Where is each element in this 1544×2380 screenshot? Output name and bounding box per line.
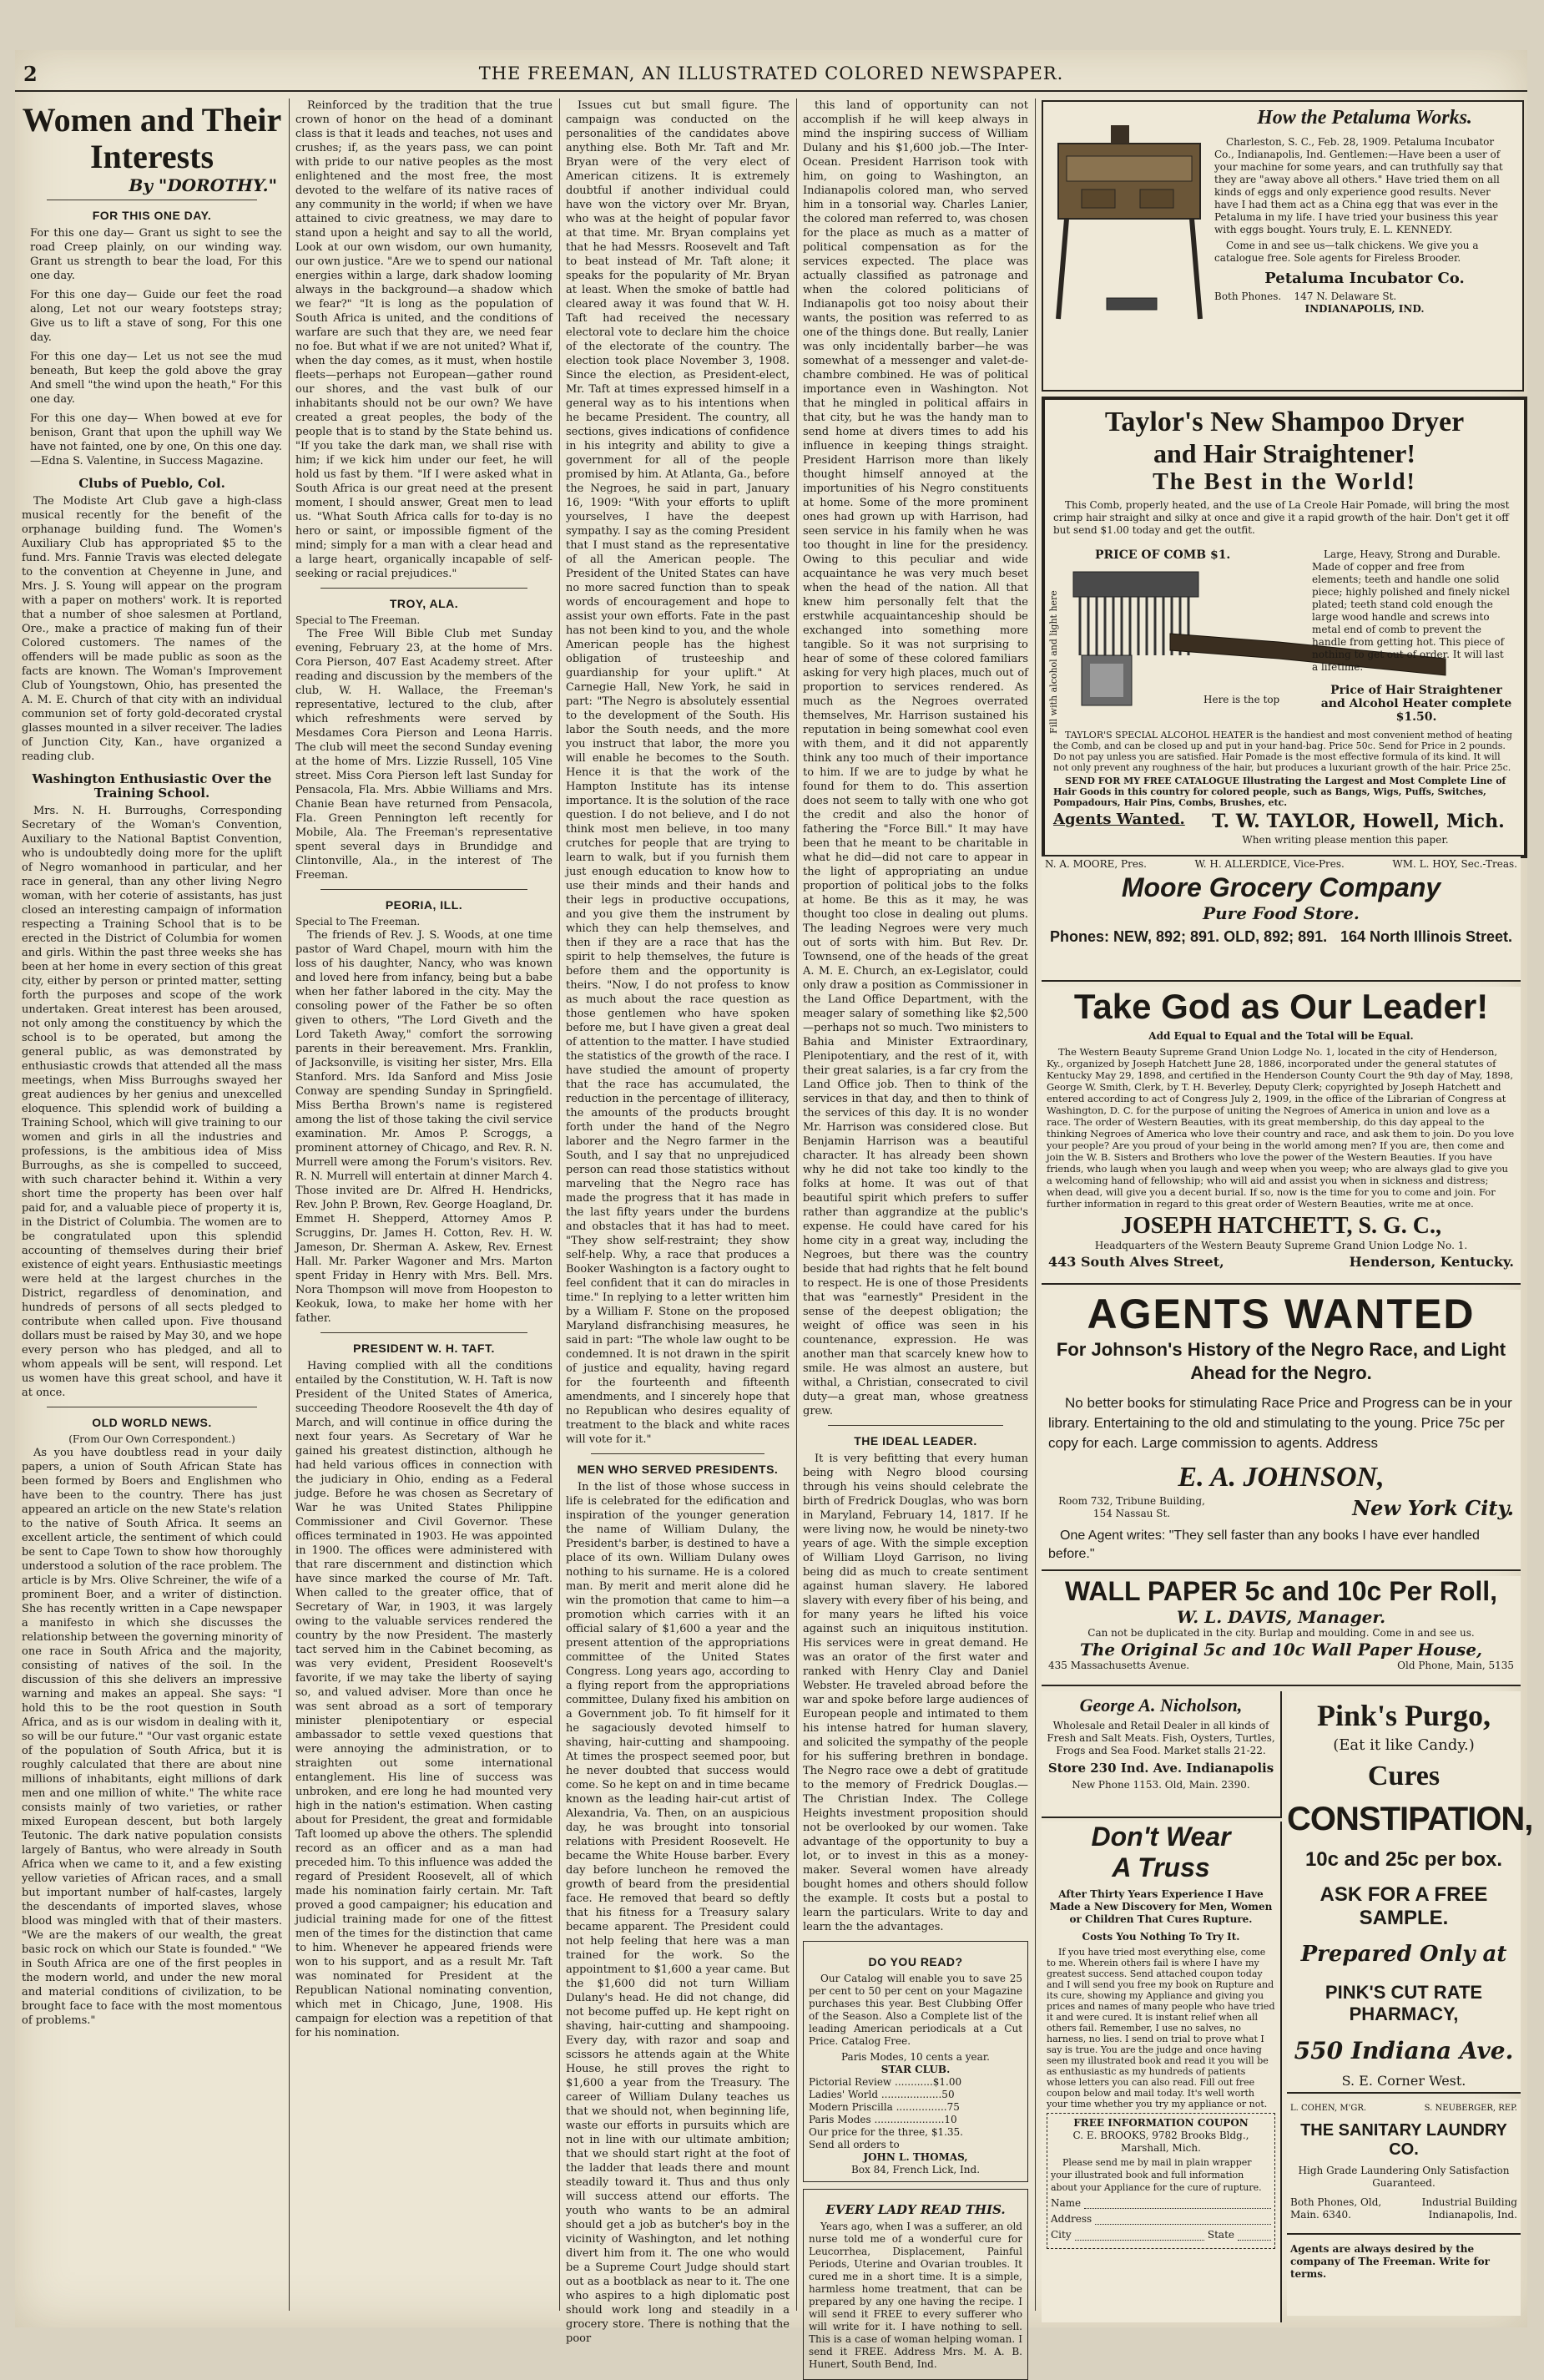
corner: S. E. Corner West. [1341, 2073, 1466, 2089]
article-text: It is very befitting that every human being with Negro blood coursing through his veins should celebrate the birth of Fredrick Douglas, who was born in Maryland, February 14, 1817. If he were living now, he would be ninety-two years of age. With the simple exception of William Lloyd Garrison, no living being did as much to create sentiment against human slavery. He labored slavery with every fiber of his being, and for many years he lifted his voice against such an iniquitous institution. His services were in great demand. He was an orator of the first water and ranked with Henry Clay and Daniel Webster. He traveled abroad before the war and spoke before large audiences of European people and intimated to them his intense hatred for human slavery, and solicited the sympathy of the people for his suffering brethren in bondage. The Negro race owe a debt of gratitude to the memory of Fredrick Douglas.—The Christian Index. The College Heights investment proposition should not be overlooked by our women. Take advantage of the opportunity to buy a lot, or to invest in this as a money-maker. Several women have already bought homes and others should follow the example. It costs but a postal to learn the particulars. Write to day and learn the the advantages. [803, 1453, 1028, 1933]
nicholson-ad [1042, 1691, 1282, 1818]
ad-title: AGENTS WANTED [1087, 1291, 1476, 1337]
column-2 [295, 99, 553, 2319]
column-rule [796, 99, 797, 2311]
poem-stanza: For this one day— Grant us sight to see the road Creep plainly, on our winding way. Grant us strength to bear the load, For this one day. [30, 227, 282, 282]
officer: W. H. ALLERDICE, Vice-Pres. [1194, 858, 1345, 870]
ad-title: The Best in the World! [1153, 469, 1416, 495]
city-label: City [1051, 2229, 1072, 2241]
article-text: The Modiste Art Club gave a high-class musical recently for the benefit of the orphanage building fund. The Women's Auxiliary Club has appropriated $5 to the fund. Mrs. Fannie Travis was elected delegate to the convention at Cheyenne in June, and Mrs. J. S. Young will appear on the program with a paper on mothers' work. It is reported that a number of shoe salesmen at Portland, Ore., make a practice of making fun of their Colored customers. The names of the offenders will be made public as soon as the facts are known. The Woman's Improvement Club of Youngstown, Ohio, has presented the A. M. E. Church of that city with an individual communion set of forty gold-decorated crystal glasses mounted in a silver receiver. The ladies of Junction City, Kan., have organized a reading club. [22, 495, 283, 763]
poem-stanza: For this one day— When bowed at eve for benison, Grant that upon the uphill way We have not fainted, one by one, On this one day. —Edna S. Valentine, in Success Magazine. [30, 412, 282, 467]
ad-text: This Comb, properly heated, and the use of La Creole Hair Pomade, will bring the most crimp hair straight and silky at once and give it a rapid growth of the hair. Don't get it off but send $1.00 today and get the outfit. [1053, 499, 1510, 536]
article-text: The Free Will Bible Club met Sunday evening, February 23, at the home of Mrs. Cora Pierson, 407 East Academy street. After reading and discussion by the members of the club, W. H. Wallace, the Freeman's representative, lectured to the club, after which refreshments were served by Mesdames Cora Pierson and Leona Harris. The club will meet the second Sunday evening at the home of Mrs. Lizzie Russell, 105 Vine street. Miss Cora Pierson left last Sunday for Pensacola, Fla. Mrs. Abbie Williams and Mrs. Chanie Bean have returned from Pensacola, Fla. Green Pennington left recently for Mobile, Ala. The Freeman's representative spent several days in Brundidge and Clintonville, Ala., in the interest of The Freeman. [295, 628, 553, 882]
poem-stanza: For this one day— Let us not see the mud beneath, But keep the gold above the gray And smell "the wind upon the heath," For this one day. [30, 351, 282, 406]
ad-subtitle: Add Equal to Equal and the Total will be Equal. [1148, 1030, 1414, 1042]
newspaper-page [15, 50, 1533, 2370]
taylor-ad [1042, 397, 1527, 858]
footer: When writing please mention this paper. [1242, 834, 1449, 846]
ad-text: No better books for stimulating Race Price and Progress can be in your library. Entertaining to the old and stimulating to the young. Price 75c per copy for each. Large commission to agents. Address [1048, 1395, 1512, 1451]
officer: WM. L. HOY, Sec.-Treas. [1392, 858, 1517, 870]
column-rule [1035, 99, 1036, 2311]
page-number: 2 [23, 62, 38, 86]
city: INDIANAPOLIS, IND. [1304, 303, 1425, 315]
ad-offer: Paris Modes, 10 cents a year. [841, 2051, 990, 2063]
ad-subtitle: Pure Food Store. [1203, 903, 1360, 923]
ad-title: How the Petaluma Works. [1257, 107, 1472, 129]
city-field[interactable] [1075, 2230, 1204, 2241]
article-text: As you have doubtless read in your daily papers, a union of South African State has been formed by Boers and Englishmen who have been to the country. There has just appeared an article on the new State's relation to the native of South Africa. It seems an excellent article, the sentiment of which could be sent to Cape Town to show how thoroughly understood a solution of the race problem. The article is by Mrs. Olive Schreiner, the wife of a prominent Boer, and a writer of distinction. She has recently written in a Cape newspaper a manifesto in which she discusses the relationship between the governing minority of one race in South Africa and the majority, consisting of natives of the soil. In the discussion of this she delivers an impressive warning and makes an appeal. She says: "I hold this to be the root question in South Africa, and as is our wisdom in dealing with it, so will be our future." "Our vast organic estate of the population of South Africa, but it is roughly calculated that there are about nine millions of inhabitants, eight millions of dark men and one million of white." The white race consists mainly of two varieties, or rather mixed European descent, but both largely Teutonic. The dark native population consists largely of Bantus, who were already in South Africa when we came to it, and a few existing yellow varieties of African races, and a small but important number of half-castes, largely the descendants of imported slaves, whose blood was mingled with that of their masters. "We are the makers of our wealth, the great basic rock on which our State is founded." "We in South Africa are one of the first peoples in the modern world, and under the new moral and material conditions of civilization, to be brought face to face with the most momentous of problems." [22, 1447, 282, 2027]
article-heading: THE IDEAL LEADER. [854, 1434, 977, 1448]
divider [320, 1332, 527, 1333]
column-4 [803, 99, 1028, 2370]
article-subheading: Special to The Freeman. [295, 916, 421, 927]
article-text: Issues cut but small figure. The campaign was conducted on the personalities of the candidates above anything else. Both Mr. Taft and Mr. Bryan were of the very elect of American citizens. It is extremely doubtful if another individual could have won the victory over Mr. Bryan, who was at the height of popular favor at that time. Mr. Bryan complains yet that he had Messrs. Roosevelt and Taft to beat instead of Mr. Taft alone; it speaks for the popularity of Mr. Bryan at least. When the smoke of battle had cleared away it was found that W. H. Taft had received the necessary electoral vote to declare him the choice of the electorate of the country. The election took place November 3, 1908. Since the election, as President-elect, Mr. Taft at times expressed himself in a general way as to his intentions when he became President. The country, all sections, gives indications of confidence in his integrity and ability to give a government for all of the people promised by him. At Atlanta, Ga., before the Negroes, he said in part, January 16, 1909: "With your efforts to uplift yourselves, I have the deepest sympathy. I say as the coming President that I must stand as the representative of all the American people. The President of the United States can have no more sacred function than to speak words of encouragement and hope to assist your own efforts. Fate in the past has not been kind to you, and the whole American people has the highest obligation of trusteeship and guardianship for your uplift." At Carnegie Hall, New York, he said in part: "The Negro is absolutely essential to the development of the South. His labor the South needs, and the more you instruct that labor, the more you will enable he becomes to the South. Hence it is that the work of the Hampton Institute has its intense importance. It is the solution of the race question. I do not believe, and I do not think most men believe, in too many crutches for people that are trying to learn to walk, but if you furnish them just enough education to know how to use their minds and their hands and their legs in productive occupations, and you give them the instrument by which they can help themselves, and then if they are a race that has the spirit to help themselves, the future is before them and the opportunity is theirs. "Now, I do not profess to know as much about the race question as those gentlemen who have spoken before me, but I have given a great deal of attention to the matter. I have studied the statistics of the growth of the race. I have studied the amount of property that the race has accumulated, the reduction in the percentage of illiteracy, the amounts of the products brought forth under the hand of the Negro laborer and the Negro farmer in the South, and I say that no unprejudiced person can read those statistics without marveling that the Negro race has made the progress that it has made in the last fifty years under the burdens and obstacles that it has had to meet. "They show self-restraint; they show self-help. Why, a race that produces a Booker Washington is a factory ought to feel confident that it can do miracles in time." In replying to a letter written him by a William F. Stone on the proposed Maryland disfranchising measures, he said in part: "The whole law ought to be condemned. It is not drawn in the spirit of justice and equality, having regard for the fourteenth and fifteenth amendments, and I sincerely hope that no Republican who desires equality of treatment to the black and white races will vote for it." [566, 99, 790, 1446]
side-text: Fill with alcohol and light here [1048, 590, 1059, 734]
club-price: Our price for the three, $1.35. [809, 2126, 963, 2138]
ad-subtitle: For Johnson's History of the Negro Race, and Light Ahead for the Negro. [1056, 1339, 1506, 1383]
article-subheading: (From Our Own Correspondent.) [68, 1433, 235, 1445]
club-item: Paris Modes ......................10 [809, 2114, 957, 2125]
laundry-ad [1287, 2099, 1521, 2316]
ad-sample: ASK FOR A FREE SAMPLE. [1319, 1883, 1488, 1929]
club-item: Pictorial Review ............$1.00 [809, 2076, 962, 2088]
footer: Agents are always desired by the company of The Freeman. Write for terms. [1290, 2243, 1490, 2280]
ad-title: A Truss [1112, 1852, 1210, 1882]
ad-title: Take God as Our Leader! [1073, 987, 1489, 1026]
ad-title: Moore Grocery Company [1121, 872, 1441, 902]
city: New York City. [1352, 1495, 1514, 1520]
store-address: Store 230 Ind. Ave. Indianapolis [1047, 1761, 1274, 1776]
ad-title: George A. Nicholson, [1079, 1695, 1243, 1716]
testimonial: One Agent writes: "They sell faster than any books I have ever handled before." [1048, 1529, 1480, 1561]
ad-text: The Western Beauty Supreme Grand Union Lodge No. 1, located in the city of Henderson, Ky., organized by Joseph Hatchett June 28, 1886, incorporated under the general statutes of Kentucky May 29, 1898, and certified in the Henderson County Court the 9th day of May, 1898, George W. Smith, Clerk, by T. H. Beverley, Deputy Clerk; copyrighted by Joseph Hatchett and entered according to act of Congress July 2, 1909, in the office of the Librarian of Congress at Washington, D. C. for the purpose of uniting the Negroes of America in union and love as a race. The order of Western Beauties, with its great membership, do this day appeal to the thinking Negroes of America who love their country and race, and ask them to join. Do you love your people? Are you proud of your being in the world among men? If you are, then come and join the W. B. Sisters and Brothers who love the power of the Western Beauties. If you have friends, who laugh when you laugh and weep when you weep; who are always glad to give you a welcoming hand of fellowship; who will aid and assist you when in sickness and distress; when dead, will give you a decent burial. If so, now is the time for you to come and join. For further information in regard to this great order of Western Beauties, write me at once. [1047, 1046, 1515, 1210]
ad-title: Don't Wear [1091, 1822, 1231, 1852]
address: 550 Indiana Ave. [1294, 2037, 1514, 2064]
coupon-address: C. E. BROOKS, 9782 Brooks Bldg., Marshall, Mich. [1072, 2130, 1249, 2154]
building: Industrial Building Indianapolis, Ind. [1421, 2196, 1517, 2221]
truss-ad [1042, 1822, 1282, 2322]
ad-text: SEND FOR MY FREE CATALOGUE Illustrating the Largest and Most Complete Line of Hair Goods in this country for colored people, such as Bangs, Wigs, Puffs, Switches, Pompadours, Hair Pins, Combs, Brushes, etc. [1053, 776, 1506, 808]
state-field[interactable] [1238, 2230, 1271, 2241]
advertiser-name: E. A. JOHNSON, [1178, 1462, 1385, 1493]
ad-text: Our Catalog will enable you to save 25 per cent to 50 per cent on your Magazine purchases this year. Best Clubbing Offer of the Season. Also a Complete list of the leading American periodicals at a Cut Price. Catalog Free. [809, 1973, 1022, 2047]
poem-heading: FOR THIS ONE DAY. [92, 209, 212, 222]
coupon-text: Please send me by mail in plain wrapper your illustrated book and full information about your Appliance for the cure of rupture. [1051, 2157, 1262, 2193]
ad-subtitle: High Grade Laundering Only Satisfaction Guaranteed. [1298, 2165, 1510, 2189]
ad-title: Pink's Purgo, [1316, 1699, 1491, 1732]
address-field[interactable] [1095, 2214, 1271, 2225]
address: Room 732, Tribune Building, 154 Nassau St. [1058, 1495, 1205, 1519]
ad-tagline: Costs You Nothing To Try It. [1082, 1931, 1240, 1943]
newspaper-title: THE FREEMAN, AN ILLUSTRATED COLORED NEWSPAPER. [478, 63, 1064, 83]
name-label: Name [1051, 2197, 1082, 2209]
phone: New Phone 1153. Old, Main. 2390. [1072, 1779, 1250, 1791]
officer: N. A. MOORE, Pres. [1045, 858, 1147, 870]
article-text: In the list of those whose success in life is celebrated for the edification and inspiration of the younger generation the name of William Dulany, the President's barber, is destined to have a place of its own. William Dulany owes nothing to his surname. He is a colored man. By merit and merit alone did he win the promotion that came to him—a promotion which carries with it an official salary of $1,600 a year and the present attention of the appropriations committee of the United States Congress. Long years ago, according to a flying report from the appropriations committee, Dulany fixed his ambition on a Government job. To fit himself for it he sagaciously devoted himself to shaving, hair-cutting and shampooing. At times the prospect seemed poor, but he never doubted that success would come. So he kept on and in time became known as the leading hair-cut artist of Alexandria, Va. Then, on an auspicious day, he was brought into tonsorial relations with President Roosevelt. He became the White House barber. Every day before luncheon he removed the growth of beard from the presidential face. He removed that beard so deftly that his fitness for a Treasury salary became apparent. The President could not help feeling that here was a man trained for the work. So the appointment to $1,600 a year came. But the $1,600 did not turn William Dulany's head. He did not change, did not become puffed up. He kept right on shaving, hair-cutting and shampooing. Every day, with razor and soap and scissors he attends again at the White House, he still proves the right to $1,600 a year from the Treasury. The career of William Dulany teaches us that we should not, when beginning life, waste our efforts in pursuits which are not in line with our ultimate ambition; that we should start right at the foot of the ladder that leads there and mount steadily toward it. Thus and thus only will success attend our efforts. The youth who wants to be an admiral should get a job as butcher's boy in the vicinity of Washington, and let nothing divert him from it. The one who would be a Supreme Court Judge should start out as a bootblack as near to it. The one who aspires to a high diplomatic post should work long and steadily in a grocery store. There is nothing that the poor [566, 1481, 790, 2345]
comb-price: PRICE OF COMB $1. [1095, 548, 1231, 562]
article-subheading: Special to The Freeman. [295, 614, 421, 626]
ad-subtitle: After Thirty Years Experience I Have Made a New Discovery for Men, Women or Children That Cures Rupture. [1049, 1888, 1273, 1925]
officers [1042, 856, 1521, 872]
article-text: Having complied with all the conditions entailed by the Constitution, W. H. Taft is now President of the United States of America, succeeding Theodore Roosevelt the 4th day of March, and will continue in office during the next four years. As Secretary of War he gained his greatest distinction, although he had held various offices in connection with the judiciary in Ohio, ending as a Federal judge. Before he was chosen as Secretary of War he was United States Philippine Commissioner and Civil Governor. These offices terminated in 1903. He was appointed in 1900. The offices were administered with that rare discernment and distinction which have since marked the course of Mr. Taft. When called to the greater office, that of Secretary of War, in 1903, it was largely owing to the valuable services rendered the country by the now President. The masterly tact served him in the Cabinet becoming, as was very evident, President Roosevelt's favorite, if we may take the liberty of saying so, and valued adviser. More than once he was sent abroad as a sort of temporary minister plenipotentiary or especial ambassador to settle vexed questions that were annoying the administration, or to straighten out some international entanglement. His line of success was unbroken, and ere long he had mounted very high in the nation's estimation. When casting about for President, the great and formidable Taft loomed up above the others. The splendid record as an officer and as a man had preceded him. To this influence was added the regard of President Roosevelt, all of which made his nomination fairly certain. Mr. Taft proved a good campaigner; his education and judicial training made for one of the fittest men of the times for the distinction that came to him. Whenever he appeared friends were won to his support, and as a result Mr. Taft was nominated for President at the Republican National nominating convention, which met in Chicago, June, 1908. His campaign for election was a repetition of that for his nomination. [295, 1360, 553, 2039]
coupon-title: FREE INFORMATION COUPON [1073, 2117, 1249, 2129]
divider [320, 889, 527, 890]
hatchett-ad [1042, 987, 1521, 1285]
store-name: The Original 5c and 10c Wall Paper House, [1079, 1640, 1483, 1660]
section-title: Women and Their Interests [22, 101, 282, 175]
article-heading: Washington Enthusiastic Over the Training School. [32, 771, 272, 801]
column-3 [566, 99, 790, 2345]
club-item: Ladies' World ...................50 [809, 2089, 955, 2100]
incubator-illustration [1048, 119, 1215, 336]
ad-cures: Cures [1367, 1761, 1441, 1791]
ad-text: Large, Heavy, Strong and Durable. Made of copper and free from elements; teeth and handle one solid piece; highly polished and finely nickel plated; teeth stand cold enough the large wood handle and screws into metal end of comb to prevent the handle from getting hot. This piece of nothing to get out of order. It will last a lifetime. [1312, 548, 1510, 673]
ad-title: and Hair Straightener! [1153, 438, 1416, 468]
article-heading: TROY, ALA. [389, 597, 459, 610]
article-heading: MEN WHO SERVED PRESIDENTS. [577, 1463, 779, 1476]
phones: Both Phones. [1214, 291, 1282, 302]
ad-text: TAYLOR'S SPECIAL ALCOHOL HEATER is the handiest and most convenient method of heating the Comb, and can be closed up and put in your hand-bag. Price 50c. Send for Price in 2 pounds. Do not pay unless you are satisfied. Hair Pomade is the most effective formula of its kind. It will not only prevent any roughness of the hair, but produces a luxuriant growth of the hair. Price 25c. [1053, 730, 1512, 773]
pharmacy-name: PINK'S CUT RATE PHARMACY, [1325, 1982, 1483, 2024]
ad-text: If you have tried most everything else, come to me. Wherein others fail is where I have my greatest success. Send attached coupon today and I will send you free my book on Rupture and its cure, showing my Appliance and giving you prices and names of many people who have tried it and were cured. It is instant relief when all others fail. Remember, I use no salves, no harness, no lies. I send on trial to prove what I say is true. You are the judge and once having seen my illustrated book and read it you will be as enthusiastic as my hundreds of patients whose letters you can also read. Fill out free coupon below and mail today. It's well worth your time whether you try my appliance or not. [1047, 1947, 1275, 2110]
coupon [1047, 2113, 1275, 2249]
ad-text: Wholesale and Retail Dealer in all kinds of Fresh and Salt Meats. Fish, Oysters, Turtles, Frogs and Sea Food. Market stalls 21-22. [1047, 1720, 1275, 1756]
club-address: Box 84, French Lick, Ind. [850, 2164, 981, 2175]
advertiser-name: T. W. TAYLOR, Howell, Mich. [1212, 811, 1505, 832]
article-heading: Clubs of Pueblo, Col. [78, 476, 225, 491]
phones: Phones: NEW, 892; 891. OLD, 892; 891. [1050, 928, 1328, 945]
article-text: Mrs. N. H. Burroughs, Corresponding Secretary of the Woman's Convention, Auxiliary to the National Baptist Convention, who is undoubtedly doing more for the uplift of Negro womanhood in particular, and her race in general, than any other living Negro woman, with her coterie of assistants, has just closed an interesting campaign of information respecting a Training School that is to be erected in the District of Columbia for women and girls. Within the past three weeks she has been at her home in every section of this great city, either by person or printed matter, setting forth the purposes and scope of the work undertaken. Great interest has been aroused, not only among the constituency by which the school is to be operated, but among the general public, as was demonstrated by enthusiastic crowds that attended all the mass meetings, when Miss Burroughs swayed her great audiences by her genius and unexcelled eloquence. This splendid work of building a Training School, which will give training to our women and girls in all the industries and professions, is the ambitious idea of Miss Burroughs, as she is compelled to succeed, with such character behind it. Within a very short time the property has been over half paid for, and a valuable piece of property it is, in the District of Columbia. The women are to be congratulated upon this splendid accounting of themselves during their brief existence of eight years. Enthusiastic meetings were held at the largest churches in the District, regardless of denomination, and hundreds of persons of all sects pledged to contribute when called upon. Five thousand dollars must be raised by May 30, and we hope every person who has pledged, and all to whom appeals will be sent, will respond. Let us women have this great school, and have it at once. [22, 805, 282, 1399]
ad-tagline: (Eat it like Candy.) [1333, 1736, 1475, 1754]
ad-prepared: Prepared Only at [1300, 1942, 1507, 1967]
moore-ad [1042, 856, 1521, 982]
article-text: The friends of Rev. J. S. Woods, at one time pastor of Ward Chapel, mourn with him the loss of his daughter, Nancy, who was known and loved here from infancy, being but a babe when her father labored in the city. May the consoling power of the Father be so often given to others, "The Lord Giveth and the Lord Taketh Away," comfort the sorrowing parents in their bereavement. Mrs. Franklin, of Jacksonville, is visiting her sister, Mrs. Ella Stanford. Mrs. Ida Sanford and Miss Josie Conway are spending Sunday in Springfield. Miss Bertha Brown's name is registered among the list of those taking the civil service examination. Mr. Amos P. Scroggs, a prominent attorney of Chicago, and Rev. R. N. Murrell were among the Forum's visitors. Rev. R. N. Murrell will entertain at dinner March 4. Those invited are Dr. Alfred H. Hendricks, Rev. John P. Brown, Rev. George Hoagland, Dr. Emmet H. Shepperd, Attorney Amos P. Scruggins, Dr. James H. Cotton, Rev. H. W. Jameson, Dr. Sherman A. Askew, Rev. Ernest Hall. Mr. Parker Wagoner and Mrs. Marton spent Friday in Henry with Mrs. Bell. Mrs. Nora Thompson will move from Hoopeston to Keokuk, Iowa, to make her home with her father. [295, 929, 553, 1325]
club-name: JOHN L. THOMAS, [863, 2151, 968, 2163]
pink-ad [1287, 1691, 1533, 2094]
article-text: this land of opportunity can not accomplish if he will keep always in mind the inspiring success of William Dulany and his $1,600 job.—The Inter-Ocean. President Harrison took with him, on going to Washington, an Indianapolis colored man, who served him in a tonsorial way. Charles Lanier, the colored man referred to, was chosen for the place as much as a matter of political compensation as for the services expected. The place was actually classified as patronage and when the colored politicians of Indianapolis got too noisy about their wants, the position was referred to as one of the things done. But really, Lanier was only incidentally barber—he was somewhat of a messenger and valet-de-chambre combined. He was of political importance even in Washington. Not that he mingled in political affairs in that city, but he was the handy man to send home at divers times to add his influence in keeping things straight. President Harrison more than likely thought himself annoyed at the importunities of his Negro constituents at home. Some of the more prominent ones had grown up with Harrison, had seen service in his family when he was too thought in line for the presidency. Owing to this peculiar and wide acquaintance he was very much beset when the head of the nation. All that knew him personally felt that the erstwhile acquaintanceship should be exchanged into something more tangible. So it was not surprising to hear of some of these colored familiars asking for very high places, much out of proportion to services rendered. As much as the Negroes overrated themselves, Mr. Harrison sustained his reputation in being somewhat cool even with them, and it did not apparently think any too much of their importance to him. If we are to judge by what he found for them to do. This assertion does not seem to tally with one who got the credit and also the honor of fathering the "Force Bill." It may have been that he meant to be charitable in what he did—did not care to appear in the light of appropriating an undue proportion of political jobs to the folks at home. Be this as it may, he was thought too close in dealing out plums. The leading Negroes were very much out of sorts with him. But Rev. Dr. Townsend, one of the heads of the great A. M. E. Church, an ex-Legislator, could only draw a position as Commissioner in the Land Office Department, with the meager salary of something like $2,500—perhaps not so much. Two ministers to Bahia and Minister Extraordinary, Plenipotentiary, and the rest of it, with their great salaries, is a far cry from the Land Office job. Then to think of the services in that day, and then to think of the services of this day. It is no wonder Mr. Harrison was considered close. But Benjamin Harrison was a beautiful character. It has already been shown why he did not take too kindly to the folks at home. It was out of that beautiful spirit which prefers to suffer rather than aggrandize at the public's expense. He could have cared for his home city in a great way, including the Negroes, but there was the country beside that had rights that he felt bound to respect. He is one of those Presidents that was "earnestly" President in the sense of the deepest obligation; the weight of office was seen in his countenance, expression. He was another man that scarcely knew how to smile. He was almost an austere, but withal, a Christian, consecrated to civil duty—a great man, whose greatness grew. [803, 99, 1028, 1417]
phones: Both Phones, Old, Main. 6340. [1290, 2196, 1382, 2221]
ad-text: Come in and see us—talk chickens. We give you a catalogue free. Sole agents for Fireless Brooder. [1214, 240, 1479, 264]
club-item: Modern Priscilla ................75 [809, 2101, 960, 2113]
poem-stanza: For this one day— Guide our feet the road along, Let not our weary footsteps stray; Give us to lift a stave of song, For this one day. [30, 289, 282, 344]
ad-heading: EVERY LADY READ THIS. [825, 2202, 1006, 2217]
manager: W. L. DAVIS, Manager. [1176, 1607, 1386, 1627]
ad-text: Years ago, when I was a sufferer, an old nurse told me of a wonderful cure for Leucorrhea, Displacement, Painful Periods, Uterine and Ovarian troubles. It cured me in a short time. It is a simple, harmless home treatment, that can be prepared by any one having the recipe. I will send it FREE to every sufferer who will write for it. I have nothing to sell. This is a case of woman helping woman. I send it FREE. Address Mrs. M. A. B. Hunert, South Bend, Ind. [809, 2221, 1022, 2370]
ad-constipation: CONSTIPATION, [1287, 1801, 1533, 1837]
city: Henderson, Kentucky. [1349, 1254, 1514, 1270]
phone: Old Phone, Main, 5135 [1397, 1660, 1514, 1671]
state-label: State [1207, 2229, 1234, 2241]
column-1 [22, 99, 282, 2319]
name-field[interactable] [1084, 2198, 1271, 2209]
club-send: Send all orders to [809, 2139, 900, 2150]
johnson-ad [1042, 1290, 1521, 1571]
divider [591, 1453, 764, 1454]
poem [22, 226, 282, 468]
column-rule [289, 99, 290, 2311]
ad-title: THE SANITARY LAUNDRY CO. [1300, 2121, 1507, 2159]
top-label: Here is the top [1203, 694, 1280, 705]
address-label: Address [1051, 2213, 1092, 2225]
byline: By "DOROTHY." [129, 175, 277, 195]
article-heading: PRESIDENT W. H. TAFT. [353, 1342, 495, 1355]
divider [1287, 2233, 1521, 2235]
article-text: Reinforced by the tradition that the true crown of honor on the head of a dominant class is that it leads and teaches, not uses and crushes; if, as the years pass, we can point with pride to our native peoples as the most enlightened and the most free, the most devoted to the welfare of its native races of any community in the world; if when we have attained to civic greatness, we may dare to stand upon a height and say to all the world, Look at our own wisdom, our own humanity, our own justice. "Are we to spend our national energies within a large, dark shadow looming always in the background—a shadow which we fear?" "It is long as the population of South Africa is united, and the conditions of warfare are such that they are, we need fear no foe. But what if we are not united? What if, when the day comes, as it must, when hostile fleets—perhaps not European—gather round our shores, and the vast bulk of our inhabitants should not be our own? We have created a great peoples, the body of the people that is to stand by the State behind us. "If you take the dark man, we shall rise with him; if we kick him under our feet, he will hold us fast by them. "If I were asked what in South Africa is our great need at the present moment, I should answer, Great men to lead us. "What South Africa calls for to-day is no hero or saint, or impossible figment of the mind; simply for a man with a clear head and a large heart, organically incapable of self-seeking or racial prejudices." [295, 99, 553, 580]
ad-title: WALL PAPER 5c and 10c Per Roll, [1064, 1576, 1498, 1606]
article-heading: OLD WORLD NEWS. [92, 1416, 212, 1429]
representative: S. NEUBERGER, REP. [1424, 2104, 1517, 2113]
divider [828, 1425, 1003, 1426]
petaluma-ad [1042, 100, 1524, 392]
lady-ad [803, 2189, 1028, 2380]
address: 443 South Alves Street, [1048, 1254, 1224, 1270]
divider [320, 588, 527, 589]
manager: L. COHEN, M'GR. [1290, 2104, 1367, 2113]
heater-price: Price of Hair Straightener and Alcohol Heater complete $1.50. [1320, 684, 1512, 724]
wallpaper-ad [1042, 1576, 1521, 1686]
address: 147 N. Delaware St. [1294, 291, 1397, 302]
column-rule [559, 99, 560, 2311]
ad-title: Taylor's New Shampoo Dryer [1104, 407, 1465, 437]
ad-heading: DO YOU READ? [868, 1955, 963, 1968]
address: 435 Massachusetts Avenue. [1048, 1660, 1190, 1671]
ad-text: Charleston, S. C., Feb. 28, 1909. Petaluma Incubator Co., Indianapolis, Ind. Gentlemen:—Have been a user of your machine for some years, and can truthfully say that they are "away above all others." Have tried them on all kinds of eggs and only experience good results. Never have I had them act as a China egg that was ever in the Petaluma in my life. I have tried your business this year with eggs bought. Yours truly, E. L. KENNEDY. [1214, 136, 1503, 235]
article-heading: PEORIA, ILL. [385, 898, 463, 912]
headquarters: Headquarters of the Western Beauty Supreme Grand Union Lodge No. 1. [1094, 1240, 1468, 1251]
agents-wanted: Agents Wanted. [1053, 811, 1185, 828]
ad-price: 10c and 25c per box. [1304, 1848, 1503, 1871]
advertiser-name: JOSEPH HATCHETT, S. G. C., [1120, 1213, 1442, 1239]
ad-text: Can not be duplicated in the city. Burlap and moulding. Come in and see us. [1087, 1627, 1475, 1639]
club-title: STAR CLUB. [880, 2064, 951, 2075]
company-name: Petaluma Incubator Co. [1264, 270, 1465, 287]
masthead [15, 57, 1527, 92]
magazine-ad [803, 1941, 1028, 2182]
address: 164 North Illinois Street. [1340, 928, 1512, 945]
